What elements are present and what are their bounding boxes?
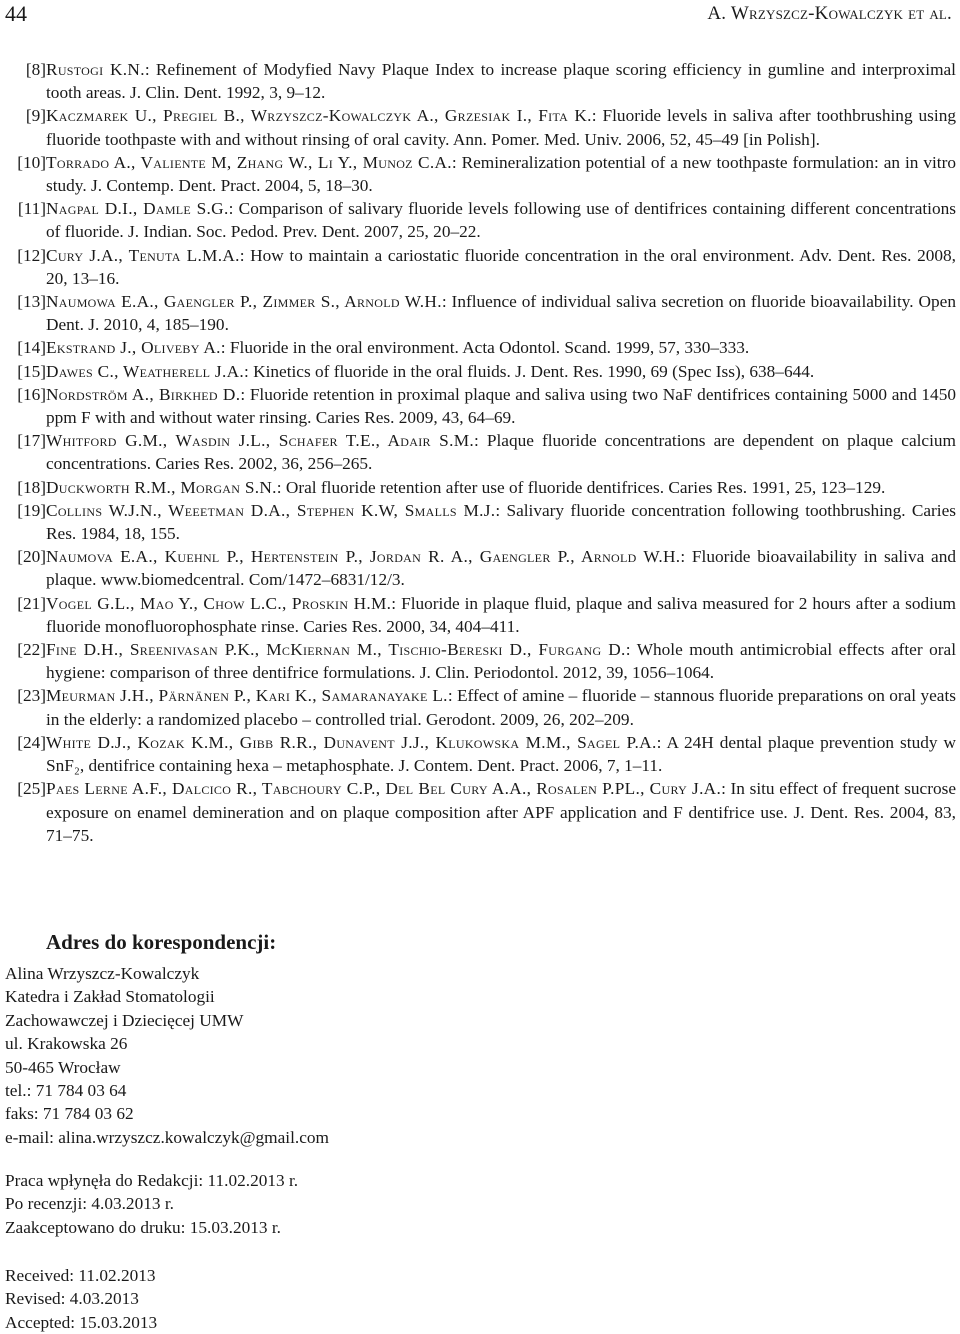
reference-details: : Comparison of salivary fluoride levels following use of dentifrices containing different concentrations of fluoride. J. Indian. Soc. Pedod. Prev. Dent. 2007, 25, 20–22.: [46, 199, 956, 242]
reference-item: [12, 290, 958, 336]
date-line-en: Received: 11.02.2013: [5, 1266, 156, 1285]
reference-list: [12, 58, 958, 847]
reference-authors: Meurman J.H., Pärnänen P., Kari K., Samaranayake L.: [46, 686, 448, 706]
reference-details: : Fluoride bioavailability in saliva and plaque. www.biomedcentral. Com/1472–6831/12/3.: [46, 547, 956, 590]
reference-text: [46, 499, 956, 545]
reference-number: [20]: [17, 547, 46, 567]
reference-item: [12, 684, 958, 730]
reference-details: : Salivary fluoride concentration following toothbrushing. Caries Res. 1984, 18, 155.: [46, 500, 956, 544]
reference-text: [46, 151, 956, 197]
reference-item: [12, 360, 958, 383]
reference-item: [12, 104, 958, 150]
reference-authors: Dawes C., Weatherell J.A.: [46, 361, 244, 381]
reference-item: [12, 545, 958, 591]
reference-details: : Influence of individual saliva secretion on fluoride bioavailability. Open Dent. J. 2010, 4, 185–190.: [46, 292, 956, 335]
reference-authors: Collins W.J.N., Weeetman D.A., Stephen K.W, Smalls M.J.: [46, 500, 496, 520]
reference-authors: Paes Lerne A.F., Dalcico R., Tabchoury C.P., Del Bel Cury A.A., Rosalen P.PL., Cury J.A.: [46, 779, 722, 799]
reference-authors: Kaczmarek U., Pregiel B., Wrzyszcz-Kowalczyk A., Grzesiak I., Fita K.: [46, 106, 592, 126]
reference-details: : Fluoride retention in proximal plaque and saliva using two NaF dentifrices containing 5000 and 1450 ppm F with and without water rinsing. Caries Res. 2009, 43, 64–69.: [46, 384, 956, 428]
reference-number: [8]: [25, 60, 46, 79]
reference-item: [12, 336, 958, 359]
reference-number: [25]: [17, 779, 46, 799]
address-line: ul. Krakowska 26: [5, 1034, 128, 1054]
reference-authors: Ekstrand J., Oliveby A.: [46, 338, 221, 358]
reference-authors: Nordström A., Birkhed D.: [46, 384, 241, 404]
reference-details: : Plaque fluoride concentrations are dependent on plaque calcium concentrations. Caries Res. 2002, 36, 256–265.: [46, 431, 956, 474]
reference-authors: Torrado A., Valiente M, Zhang W., Li Y., Munoz C.A.: [46, 152, 452, 172]
reference-details: : Fluoride levels in saliva after toothbrushing using fluoride toothpaste with and without rinsing of oral cavity. Ann. Pomer. Med. Univ. 2006, 52, 45–49 [in Polish].: [46, 106, 956, 149]
date-line-en: Accepted: 15.03.2013: [5, 1312, 158, 1332]
reference-authors: Naumova E.A., Kuehnl P., Hertenstein P., Jordan R. A., Gaengler P., Arnold W.H.: [46, 547, 681, 567]
reference-item: [12, 429, 958, 475]
reference-details: : Fluoride in plaque fluid, plaque and saliva measured for 2 hours after a sodium fluoride monofluorophosphate rinse. Caries Res. 2000, 34, 404–411.: [46, 593, 956, 636]
reference-authors: Fine D.H., Sreenivasan P.K., McKiernan M., Tischio-Bereski D., Furgang D.: [46, 640, 626, 660]
correspondence-title: Adres do korespondencji:: [46, 930, 277, 954]
reference-authors: Rustogi K.N.: [46, 60, 145, 79]
reference-item: [12, 592, 958, 638]
reference-number: [22]: [17, 640, 46, 660]
reference-authors: White D.J., Kozak K.M., Gibb R.R., Dunavent J.J., Klukowska M.M., Sagel P.A.: [46, 732, 657, 752]
reference-text: [46, 592, 956, 638]
date-line-pl: Zaakceptowano do druku: 15.03.2013 r.: [5, 1217, 281, 1237]
reference-details: : How to maintain a cariostatic fluoride concentration in the oral environment. Adv. Dent. Res. 2008, 20, 13–16.: [46, 245, 956, 288]
reference-number: [23]: [17, 686, 46, 706]
date-line-pl: Praca wpłynęła do Redakcji: 11.02.2013 r.: [5, 1171, 299, 1190]
submission-dates-pl: [5, 1169, 298, 1239]
reference-text: [46, 545, 956, 591]
reference-text: [46, 197, 956, 243]
reference-item: [12, 638, 958, 684]
reference-item: [12, 244, 958, 290]
reference-authors: Vogel G.L., Mao Y., Chow L.C., Proskin H.M.: [46, 593, 392, 613]
reference-authors: Naumowa E.A., Gaengler P., Zimmer S., Arnold W.H.: [46, 292, 442, 312]
reference-authors: Whitford G.M., Wasdin J.L., Schafer T.E., Adair S.M.: [46, 431, 474, 451]
reference-number: [12]: [17, 245, 46, 265]
address-line: tel.: 71 784 03 64: [5, 1081, 127, 1101]
reference-details: : Fluoride in the oral environment. Acta Odontol. Scand. 1999, 57, 330–333.: [220, 338, 750, 358]
reference-text: [46, 244, 956, 290]
address-line: Zachowawczej i Dziecięcej UMW: [5, 1010, 244, 1030]
reference-details: : Remineralization potential of a new toothpaste formulation: an in vitro study. J. Contemp. Dent. Pract. 2004, 5, 18–30.: [46, 152, 956, 196]
reference-number: [16]: [17, 384, 46, 404]
reference-details: : In situ effect of frequent sucrose exposure on enamel demineration and on plaque composition after APF application and F dentifrice use. J. Dent. Res. 2004, 83, 71–75.: [46, 779, 956, 845]
page-header: [0, 0, 960, 28]
address-line: faks: 71 784 03 62: [5, 1104, 134, 1124]
submission-dates-en: [5, 1264, 157, 1334]
address-line: e-mail: alina.wrzyszcz.kowalczyk@gmail.com: [5, 1127, 329, 1147]
reference-details: : Oral fluoride retention after use of fluoride dentifrices. Caries Res. 1991, 25, 123–129.: [276, 477, 886, 497]
reference-number: [21]: [17, 593, 46, 613]
reference-item: [12, 58, 958, 104]
reference-details: : A 24H dental plaque prevention study w SnF₂, dentifrice containing hexa – metaphosphate. J. Contem. Dent. Pract. 2006, 7, 1–11.: [46, 732, 957, 776]
correspondence-address: [5, 962, 329, 1149]
page-number: 44: [5, 1, 27, 26]
reference-text: [46, 336, 956, 359]
reference-item: [12, 499, 958, 545]
reference-number: [10]: [17, 152, 46, 172]
reference-details: : Refinement of Modyfied Navy Plaque Index to increase plaque scoring efficiency in gumline and interproximal tooth areas. J. Clin. Dent. 1992, 3, 9–12.: [46, 60, 956, 103]
reference-item: [12, 383, 958, 429]
reference-details: : Kinetics of fluoride in the oral fluids. J. Dent. Res. 1990, 69 (Spec Iss), 638–644.: [243, 361, 815, 381]
reference-number: [9]: [25, 106, 46, 126]
reference-text: [46, 429, 956, 475]
reference-text: [46, 290, 956, 336]
reference-details: : Effect of amine – fluoride – stannous fluoride preparations on oral yeats in the elderly: a randomized placebo – controlled trial. Gerodont. 2009, 26, 202–209.: [46, 686, 957, 729]
reference-item: [12, 731, 958, 777]
reference-number: [24]: [17, 732, 46, 752]
reference-authors: Nagpal D.I., Damle S.G.: [46, 199, 229, 219]
reference-text: [46, 684, 956, 730]
address-line: 50-465 Wrocław: [5, 1057, 121, 1077]
reference-item: [12, 197, 958, 243]
reference-text: [46, 58, 956, 104]
date-line-pl: Po recenzji: 4.03.2013 r.: [5, 1194, 174, 1214]
reference-details: : Whole mouth antimicrobial effects after oral hygiene: comparison of three dentifrice formulations. J. Clin. Periodontol. 2012, 39, 1056–1064.: [46, 640, 957, 683]
reference-item: [12, 777, 958, 847]
reference-item: [12, 151, 958, 197]
reference-text: [46, 383, 956, 429]
reference-number: [14]: [17, 338, 46, 358]
date-line-en: Revised: 4.03.2013: [5, 1289, 139, 1309]
reference-item: [12, 476, 958, 499]
address-line: Katedra i Zakład Stomatologii: [5, 987, 215, 1007]
reference-number: [15]: [17, 361, 46, 381]
reference-text: [46, 731, 956, 777]
reference-number: [19]: [17, 500, 46, 520]
reference-text: [46, 777, 956, 847]
address-line: Alina Wrzyszcz-Kowalczyk: [5, 964, 200, 983]
reference-text: [46, 104, 956, 150]
reference-text: [46, 476, 956, 499]
running-head: A. Wrzyszcz-Kowalczyk et al.: [707, 3, 952, 24]
reference-number: [13]: [17, 292, 46, 312]
reference-authors: Cury J.A., Tenuta L.M.A.: [46, 245, 240, 265]
reference-authors: Duckworth R.M., Morgan S.N.: [46, 477, 277, 497]
reference-number: [11]: [17, 199, 46, 219]
reference-text: [46, 360, 956, 383]
reference-number: [18]: [17, 477, 46, 497]
reference-text: [46, 638, 956, 684]
reference-number: [17]: [17, 431, 46, 451]
